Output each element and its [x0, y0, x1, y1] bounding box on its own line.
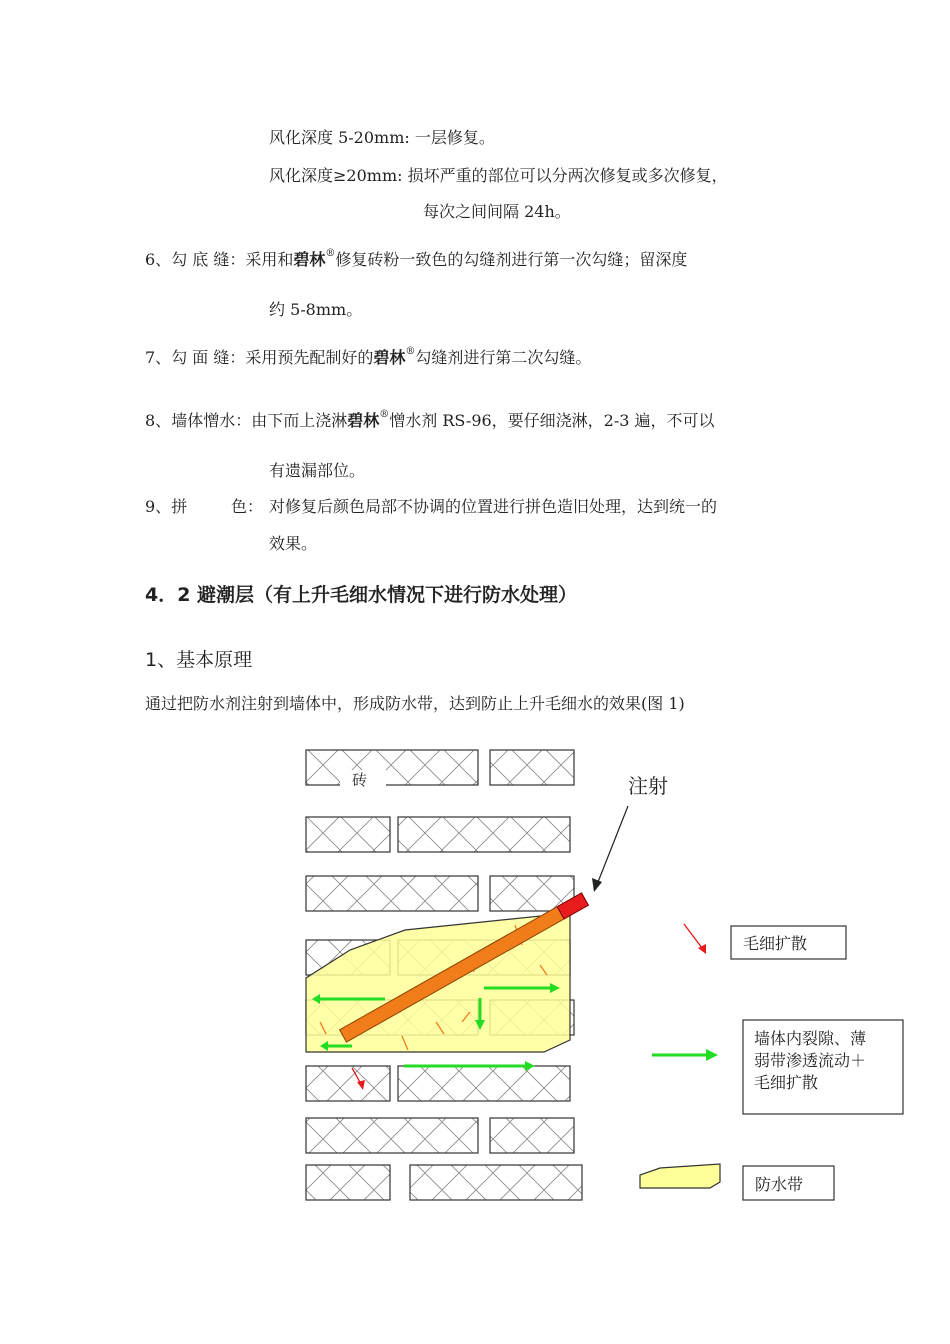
step-6-continuation: 约 5-8mm。 [269, 300, 363, 319]
step-8-continuation: 有遗漏部位。 [269, 461, 366, 480]
brand-name: 碧林 [373, 348, 406, 367]
injection-label: 注射 [628, 774, 668, 798]
brick [306, 817, 390, 852]
step-label: 墙体憎水： [171, 411, 252, 430]
brick [306, 876, 478, 911]
weathering-line-3: 每次之间间隔 24h。 [423, 202, 571, 221]
legend-flow-line-3: 毛细扩散 [754, 1073, 819, 1092]
step-number: 7、 [145, 348, 172, 367]
step-number: 9、 [145, 497, 172, 516]
brick [306, 1118, 478, 1153]
legend-capillary-label: 毛细扩散 [743, 934, 808, 953]
legend-flow-arrowhead [706, 1049, 718, 1061]
legend-capillary-icon [684, 924, 702, 948]
legend-band-label: 防水带 [755, 1175, 804, 1194]
step-label: 勾 底 缝： [171, 250, 246, 269]
step-9-label-right: 色： [231, 497, 264, 516]
weathering-line-1: 风化深度 5-20mm: 一层修复。 [269, 128, 495, 147]
brick-label: 砖 [352, 771, 368, 789]
step-text-post: 憎水剂 RS-96，要仔细浇淋，2-3 遍，不可以 [389, 411, 715, 430]
step-text-pre: 采用预先配制好的 [245, 348, 374, 367]
legend-band-icon [640, 1164, 720, 1188]
legend-flow-line-1: 墙体内裂隙、薄 [754, 1029, 867, 1048]
legend-flow-line-2: 弱带渗透流动＋ [754, 1051, 867, 1070]
step-9-continuation: 效果。 [269, 534, 318, 553]
step-number: 6、 [145, 250, 172, 269]
registered-mark: ® [325, 248, 336, 259]
brick [398, 1066, 570, 1101]
brick [306, 1066, 390, 1101]
step-text-post: 勾缝剂进行第二次勾缝。 [415, 348, 592, 367]
intro-paragraph: 通过把防水剂注射到墙体中，形成防水带，达到防止上升毛细水的效果(图 1) [145, 694, 685, 713]
step-text-post: 修复砖粉一致色的勾缝剂进行第一次勾缝；留深度 [335, 250, 688, 269]
brick [306, 750, 478, 785]
step-text-pre: 采用和 [245, 250, 294, 269]
brick [398, 817, 570, 852]
section-heading: 4．2 避潮层（有上升毛细水情况下进行防水处理） [145, 584, 578, 606]
subsection-heading: 1、基本原理 [145, 649, 253, 671]
brick [490, 750, 574, 785]
step-9-text: 对修复后颜色局部不协调的位置进行拼色造旧处理，达到统一的 [269, 497, 718, 516]
brand-name: 碧林 [347, 411, 380, 430]
brand-name: 碧林 [293, 250, 326, 269]
injection-pointer-head [592, 878, 602, 892]
brick [410, 1165, 582, 1200]
brick [306, 1165, 390, 1200]
step-label-left: 拼 [171, 497, 188, 516]
brick [490, 1118, 574, 1153]
registered-mark: ® [379, 409, 390, 420]
registered-mark: ® [405, 346, 416, 357]
legend-capillary-arrowhead [698, 944, 706, 954]
step-label: 勾 面 缝： [171, 348, 246, 367]
step-number: 8、 [145, 411, 172, 430]
injection-pointer [598, 806, 628, 882]
weathering-line-2: 风化深度≥20mm: 损坏严重的部位可以分两次修复或多次修复， [269, 166, 728, 185]
step-text-pre: 由下而上浇淋 [251, 411, 348, 430]
